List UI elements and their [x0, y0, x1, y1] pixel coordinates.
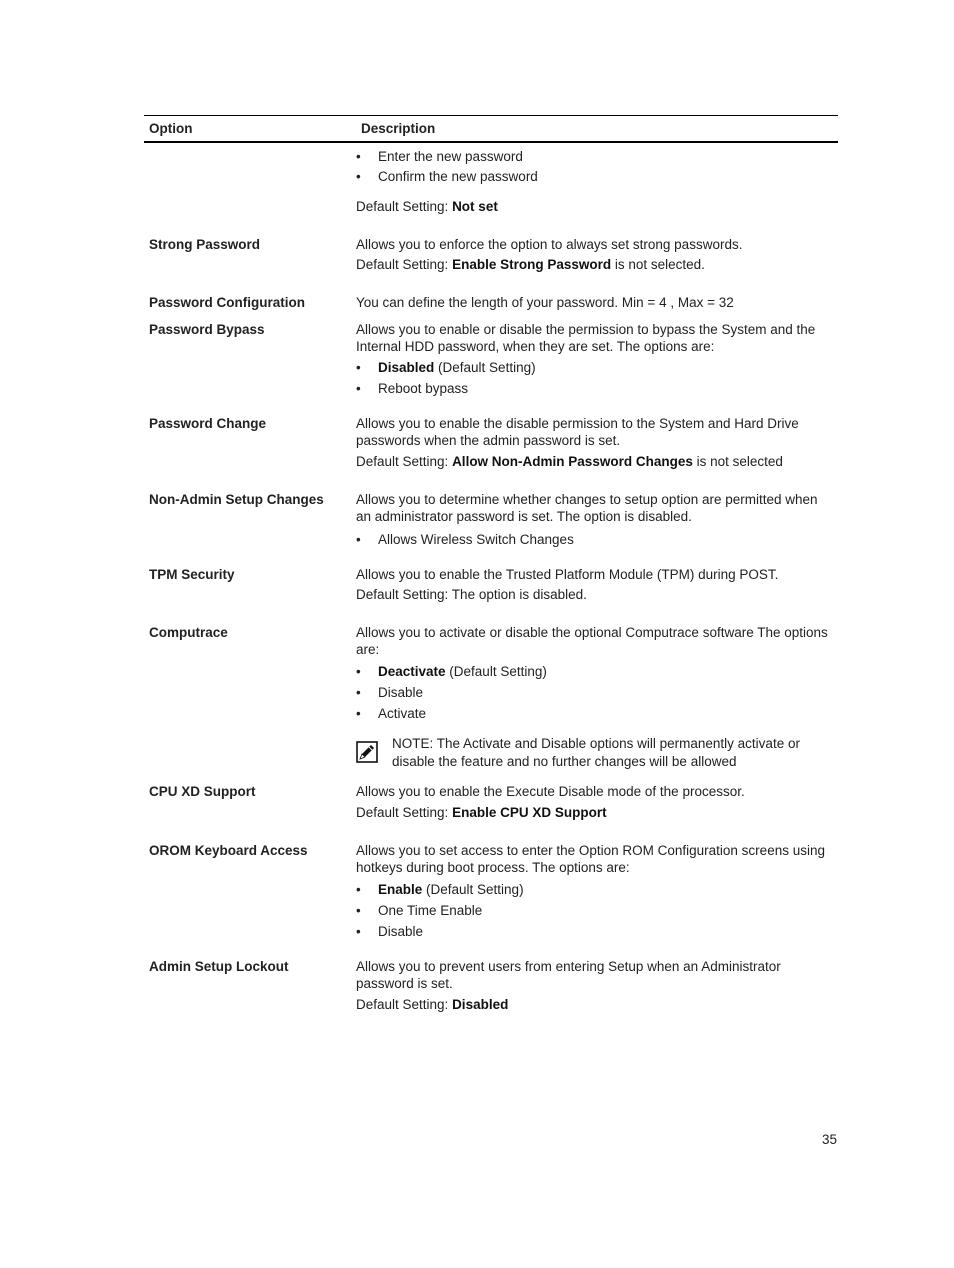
- note-box: [356, 735, 833, 771]
- table-row: Admin Setup Lockout Allows you to prevent users from entering Setup when an Administrator password is set. Default Setting: Disabled: [144, 958, 838, 1013]
- list-item: • One Time Enable: [356, 903, 483, 918]
- table-row: Password Bypass Allows you to enable or disable the permission to bypass the System and the Internal HDD password, when they are set. The options are: • Disabled (Default Setting) • Reboot bypass: [144, 321, 838, 397]
- option-name: OROM Keyboard Access: [149, 843, 308, 858]
- option-name: Admin Setup Lockout: [149, 959, 289, 974]
- settings-table: [144, 115, 838, 1013]
- table-row: OROM Keyboard Access Allows you to set access to enter the Option ROM Configuration screens using hotkeys during boot process. The options are: • Enable (Default Setting) • One Time Enable • Disable: [144, 842, 838, 940]
- option-name: Strong Password: [149, 237, 261, 252]
- list-item: • Deactivate (Default Setting): [356, 664, 547, 679]
- list-item: • Enter the new password: [356, 149, 523, 164]
- table-row: Non-Admin Setup Changes Allows you to determine whether changes to setup option are permitted when an administrator password is set. The option is disabled. • Allows Wireless Switch Changes: [144, 491, 838, 548]
- default-setting: Default Setting: Not set: [356, 199, 498, 214]
- note-text: NOTE: The Activate and Disable options will permanently activate or disable the feature and no further changes will be allowed: [392, 736, 800, 769]
- header-description: Description: [361, 121, 436, 136]
- table-row: CPU XD Support Allows you to enable the Execute Disable mode of the processor. Default Setting: Enable CPU XD Support: [144, 783, 838, 821]
- option-name: Password Bypass: [149, 322, 265, 337]
- option-name: TPM Security: [149, 567, 235, 582]
- option-name: Password Configuration: [149, 295, 306, 310]
- table-row: Strong Password Allows you to enforce the option to always set strong passwords. Default Setting: Enable Strong Password is not selected.: [144, 236, 838, 273]
- list-item: • Activate: [356, 706, 427, 721]
- option-name: Computrace: [149, 625, 228, 640]
- default-setting: Default Setting: Enable CPU XD Support: [356, 805, 607, 820]
- table-header: [144, 115, 838, 143]
- table-row: Password Configuration You can define the length of your password. Min = 4 , Max = 32: [144, 294, 838, 311]
- list-item: • Allows Wireless Switch Changes: [356, 532, 574, 547]
- header-option: Option: [149, 121, 193, 136]
- list-item: • Disabled (Default Setting): [356, 360, 536, 375]
- option-name: Non-Admin Setup Changes: [149, 492, 324, 507]
- pencil-note-icon: [356, 735, 392, 771]
- list-item: • Enable (Default Setting): [356, 882, 524, 897]
- default-setting: Default Setting: The option is disabled.: [356, 587, 587, 602]
- default-setting: Default Setting: Allow Non-Admin Password Changes is not selected: [356, 454, 783, 469]
- table-row: [144, 148, 838, 215]
- list-item: • Disable: [356, 924, 424, 939]
- list-item: • Disable: [356, 685, 424, 700]
- page-number: 35: [822, 1132, 838, 1147]
- table-row: TPM Security Allows you to enable the Trusted Platform Module (TPM) during POST. Default Setting: The option is disabled.: [144, 566, 838, 603]
- table-row: Computrace Allows you to activate or disable the optional Computrace software The options are: • Deactivate (Default Setting) • Disable • Activate NOTE: The Activate and Disable options will permanently activate or disable the feature and no further changes will be allowed: [144, 624, 838, 771]
- list-item: • Confirm the new password: [356, 169, 538, 184]
- default-setting: Default Setting: Disabled: [356, 997, 509, 1012]
- default-setting: Default Setting: Enable Strong Password is not selected.: [356, 257, 705, 272]
- option-name: CPU XD Support: [149, 784, 256, 799]
- list-item: • Reboot bypass: [356, 381, 469, 396]
- table-row: Password Change Allows you to enable the disable permission to the System and Hard Drive passwords when the admin password is set. Default Setting: Allow Non-Admin Password Changes is not selected: [144, 415, 838, 470]
- option-name: Password Change: [149, 416, 267, 431]
